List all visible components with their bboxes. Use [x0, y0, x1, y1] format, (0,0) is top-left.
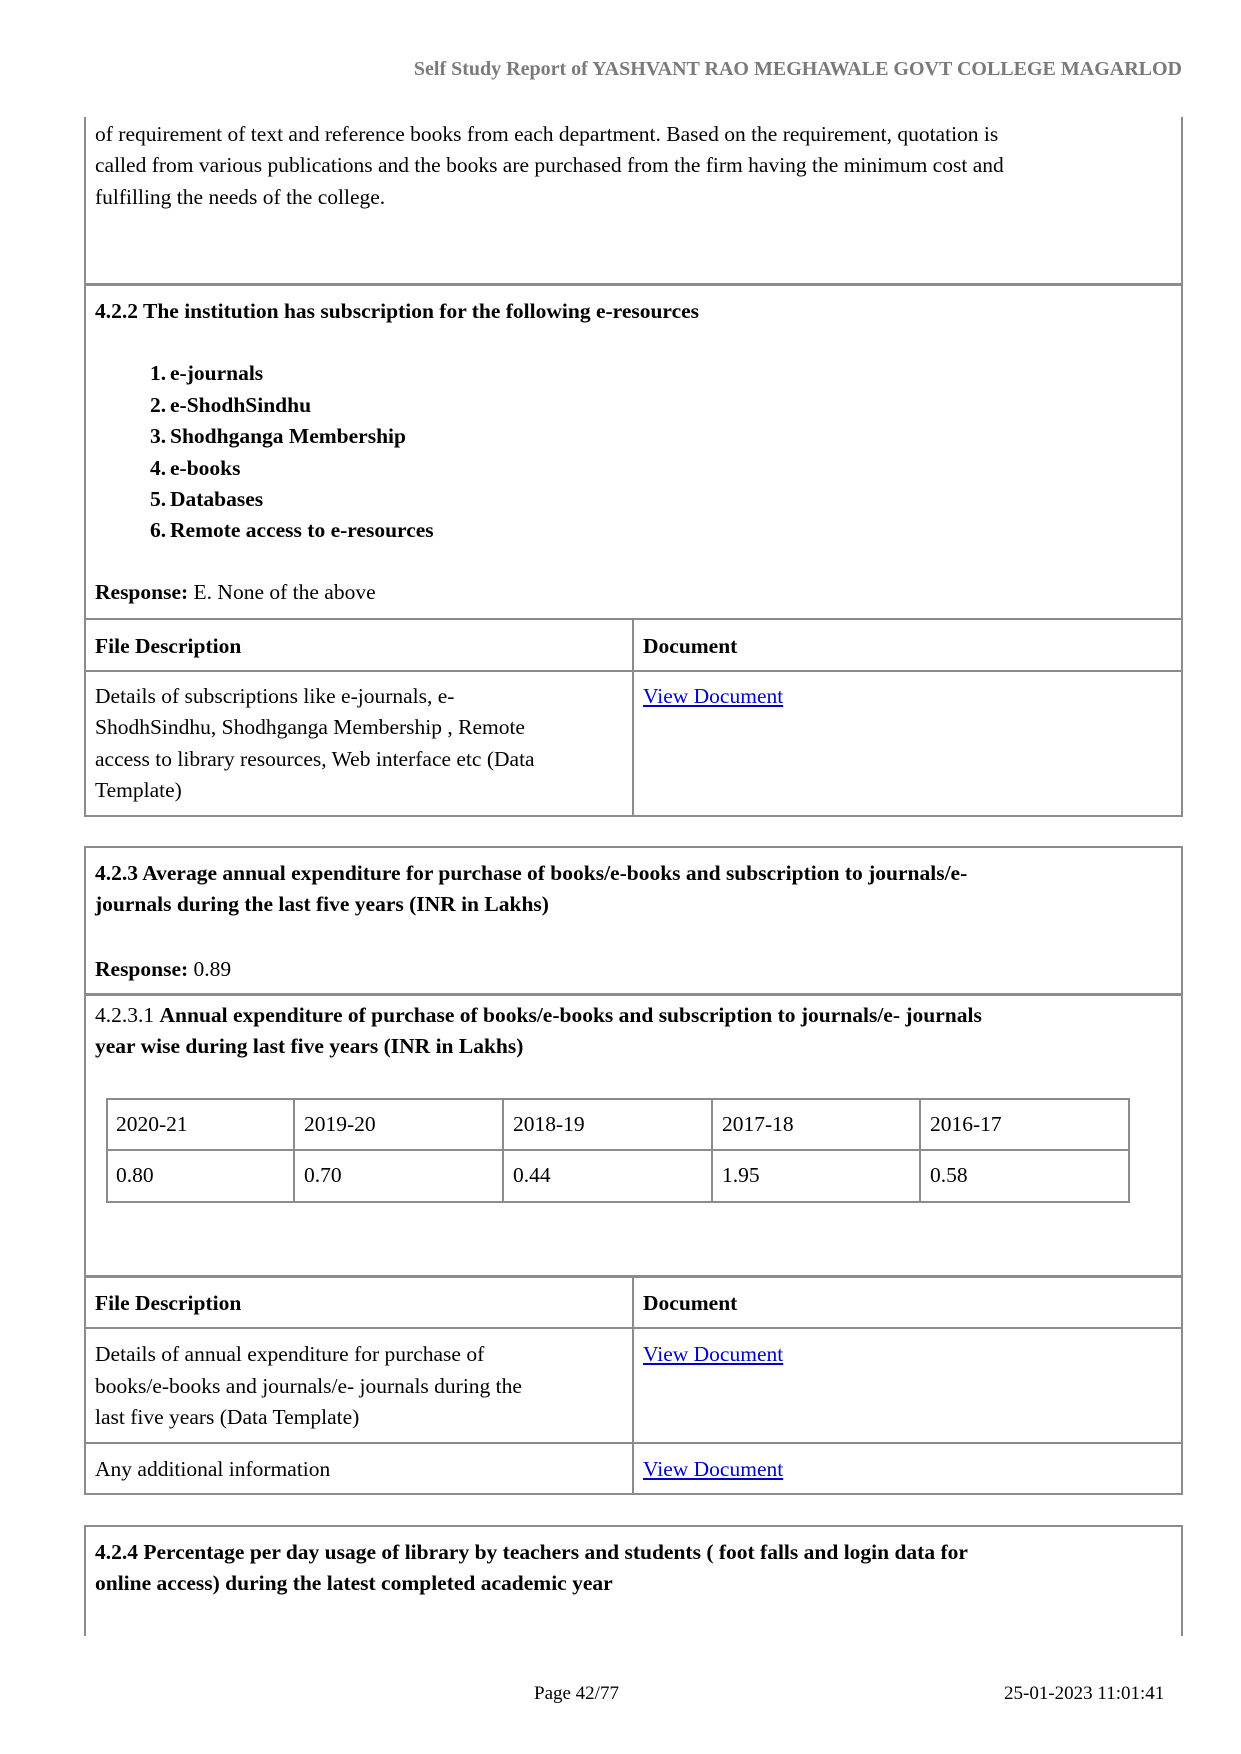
- view-document-link[interactable]: View Document: [643, 684, 784, 708]
- continuation-line-1: of requirement of text and reference books from each department. Based on the requirement, quotation is: [95, 122, 999, 146]
- continuation-line-2: called from various publications and the books are purchased from the firm having the minimum cost and: [95, 153, 1004, 177]
- document-header: Document: [643, 634, 738, 658]
- section-4-2-3-title-line-1: 4.2.3 Average annual expenditure for purchase of books/e-books and subscription to journals/e-: [95, 861, 968, 885]
- table-border: [106, 1149, 1130, 1151]
- box3-top-border: [84, 1525, 1183, 1527]
- footer-timestamp: 25-01-2023 11:01:41: [1004, 1683, 1165, 1704]
- file-description-line: Template): [95, 778, 182, 802]
- year-header: 2017-18: [722, 1112, 794, 1136]
- list-item: 3. Shodhganga Membership: [150, 424, 406, 448]
- report-header-title: Self Study Report of YASHVANT RAO MEGHAWALE GOVT COLLEGE MAGARLOD: [413, 58, 1182, 80]
- file-description-line: access to library resources, Web interface etc (Data: [95, 747, 535, 771]
- box3-right-border: [1181, 1525, 1183, 1636]
- file-description-line: Details of subscriptions like e-journals, e-: [95, 684, 455, 708]
- box2-left-border: [84, 846, 86, 1495]
- list-item: 5. Databases: [150, 487, 264, 511]
- year-value: 0.80: [116, 1163, 154, 1187]
- table-divider: [84, 670, 1183, 672]
- section-4-2-4-title-line-1: 4.2.4 Percentage per day usage of library by teachers and students ( foot falls and login data for: [95, 1540, 968, 1564]
- list-item: 2. e-ShodhSindhu: [150, 393, 312, 417]
- view-document-link[interactable]: View Document: [643, 1342, 784, 1366]
- table-border: [919, 1098, 921, 1203]
- table-border: [106, 1098, 108, 1203]
- file-description-line: last five years (Data Template): [95, 1405, 360, 1429]
- section-divider: [84, 283, 1183, 286]
- section-4-2-4-title-line-2: online access) during the latest completed academic year: [95, 1571, 613, 1595]
- year-value: 1.95: [722, 1163, 760, 1187]
- file-description-line: ShodhSindhu, Shodhganga Membership , Remote: [95, 715, 525, 739]
- box3-left-border: [84, 1525, 86, 1636]
- file-description-header: File Description: [95, 634, 242, 658]
- column-divider: [632, 618, 634, 816]
- section-4-2-3-title-line-2: journals during the last five years (INR in Lakhs): [95, 892, 549, 916]
- column-divider: [632, 1275, 634, 1495]
- file-description-line: Any additional information: [95, 1457, 331, 1481]
- year-value: 0.44: [513, 1163, 551, 1187]
- list-item: 6. Remote access to e-resources: [150, 518, 434, 542]
- table-border: [106, 1201, 1130, 1203]
- table-border: [502, 1098, 504, 1203]
- table-border: [293, 1098, 295, 1203]
- table-border: [106, 1098, 1130, 1100]
- response-4-2-3: Response: 0.89: [95, 957, 232, 981]
- table-border: [711, 1098, 713, 1203]
- response-4-2-2: Response: E. None of the above: [95, 580, 376, 604]
- page-number: Page 42/77: [534, 1683, 619, 1704]
- file-description-line: Details of annual expenditure for purchase of: [95, 1342, 485, 1366]
- list-item: 4. e-books: [150, 456, 241, 480]
- box2-right-border: [1181, 846, 1183, 1495]
- year-header: 2020-21: [116, 1112, 188, 1136]
- year-value: 0.58: [930, 1163, 968, 1187]
- year-value: 0.70: [304, 1163, 342, 1187]
- document-header: Document: [643, 1291, 738, 1315]
- year-header: 2016-17: [930, 1112, 1002, 1136]
- subsection-4-2-3-1-title-line-2: year wise during last five years (INR in Lakhs): [95, 1034, 524, 1058]
- continuation-line-3: fulfilling the needs of the college.: [95, 185, 386, 209]
- box1-bottom-border: [84, 815, 1183, 817]
- year-header: 2019-20: [304, 1112, 376, 1136]
- subsection-4-2-3-1-title: 4.2.3.1 Annual expenditure of purchase of books/e-books and subscription to journals/e- journals: [95, 1003, 982, 1027]
- box1-left-border: [84, 117, 86, 816]
- section-4-2-2-title: 4.2.2 The institution has subscription for the following e-resources: [95, 299, 700, 323]
- list-item: 1. e-journals: [150, 361, 264, 385]
- file-description-line: books/e-books and journals/e- journals during the: [95, 1374, 522, 1398]
- year-header: 2018-19: [513, 1112, 585, 1136]
- file-description-header: File Description: [95, 1291, 242, 1315]
- view-document-link[interactable]: View Document: [643, 1457, 784, 1481]
- section-divider: [84, 993, 1183, 996]
- table-divider: [84, 1327, 1183, 1329]
- table-border: [1128, 1098, 1130, 1203]
- box1-right-border: [1181, 117, 1183, 816]
- box2-top-border: [84, 846, 1183, 848]
- table-divider: [84, 1442, 1183, 1444]
- box2-bottom-border: [84, 1493, 1183, 1495]
